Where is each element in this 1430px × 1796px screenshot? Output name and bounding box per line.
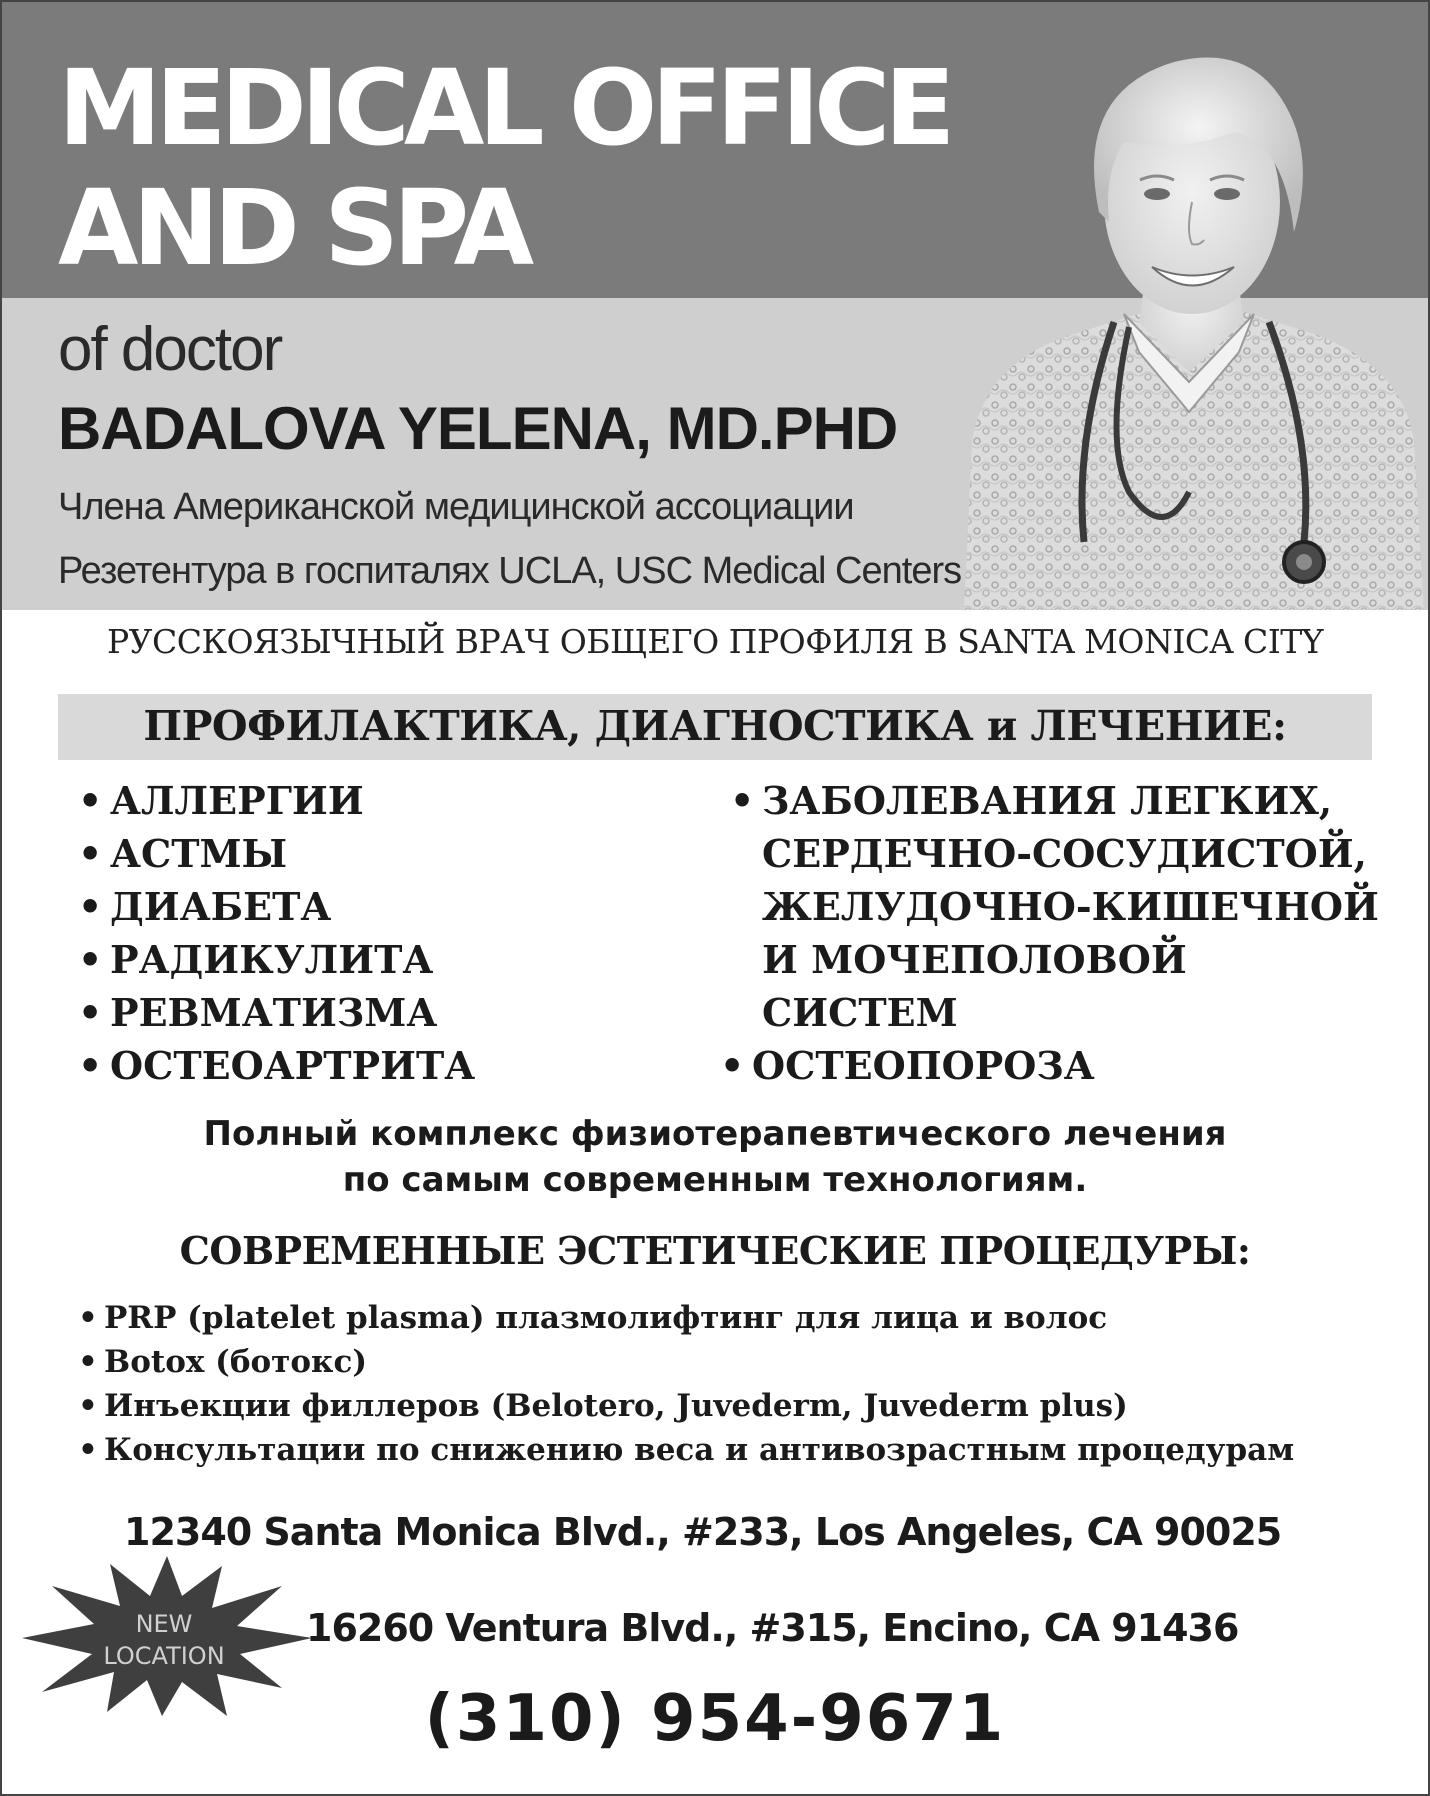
aesthetic-heading: СОВРЕМЕННЫЕ ЭСТЕТИЧЕСКИЕ ПРОЦЕДУРЫ: bbox=[179, 1228, 1251, 1273]
phone-number: (310) 954-9671 bbox=[424, 1682, 1006, 1756]
new-location-label-1: NEW bbox=[135, 1610, 193, 1638]
services-heading-band bbox=[58, 694, 1372, 760]
condition-item: • АСТМЫ bbox=[78, 831, 288, 876]
aesthetic-item: • Botox (ботокс) bbox=[78, 1344, 367, 1380]
new-location-label-2: LOCATION bbox=[103, 1642, 225, 1670]
tagline: РУССКОЯЗЫЧНЫЙ ВРАЧ ОБЩЕГО ПРОФИЛЯ В SANTA MONICA CITY bbox=[106, 622, 1324, 661]
condition-item: • АЛЛЕРГИИ bbox=[78, 778, 364, 823]
physiotherapy-line-1: Полный комплекс физиотерапевтического лечения bbox=[203, 1114, 1227, 1154]
condition-item: • РЕВМАТИЗМА bbox=[78, 990, 438, 1035]
physiotherapy-line-2: по самым современным технологиям. bbox=[342, 1160, 1088, 1200]
address-encino: 16260 Ventura Blvd., #315, Encino, CA 91436 bbox=[306, 1606, 1239, 1650]
membership-text: Члена Американской медицинской ассоциации bbox=[58, 486, 854, 528]
condition-item: • ОСТЕОПОРОЗА bbox=[720, 1043, 1095, 1088]
services-heading: ПРОФИЛАКТИКА, ДИАГНОСТИКА и ЛЕЧЕНИЕ: bbox=[143, 702, 1287, 750]
condition-item-continued: ЖЕЛУДОЧНО-КИШЕЧНОЙ bbox=[762, 884, 1379, 929]
condition-item: • ДИАБЕТА bbox=[78, 884, 332, 929]
title-line-2: AND SPA bbox=[58, 167, 529, 289]
condition-item-continued: СЕРДЕЧНО-СОСУДИСТОЙ, bbox=[762, 831, 1367, 876]
condition-item: • РАДИКУЛИТА bbox=[78, 937, 434, 982]
of-doctor-text: of doctor bbox=[58, 315, 282, 384]
condition-item: • ЗАБОЛЕВАНИЯ ЛЕГКИХ, bbox=[730, 778, 1333, 823]
residency-text: Резетентура в госпиталях UCLA, USC Medical Centers bbox=[58, 550, 962, 592]
aesthetic-item: • Консультации по снижению веса и антивозрастным процедурам bbox=[78, 1432, 1295, 1468]
condition-item-continued: СИСТЕМ bbox=[762, 990, 958, 1035]
condition-item: • ОСТЕОАРТРИТА bbox=[78, 1043, 476, 1088]
title-line-1: MEDICAL OFFICE bbox=[58, 47, 950, 169]
address-santa-monica: 12340 Santa Monica Blvd., #233, Los Angeles, CA 90025 bbox=[124, 1510, 1282, 1554]
doctor-photo bbox=[954, 22, 1424, 610]
condition-item-continued: И МОЧЕПОЛОВОЙ bbox=[762, 937, 1187, 982]
aesthetic-item: • PRP (platelet plasma) плазмолифтинг для лица и волос bbox=[78, 1300, 1108, 1336]
aesthetic-item: • Инъекции филлеров (Belotero, Juvederm, Juvederm plus) bbox=[78, 1388, 1128, 1424]
doctor-name: BADALOVA YELENA, MD.PHD bbox=[58, 395, 898, 462]
